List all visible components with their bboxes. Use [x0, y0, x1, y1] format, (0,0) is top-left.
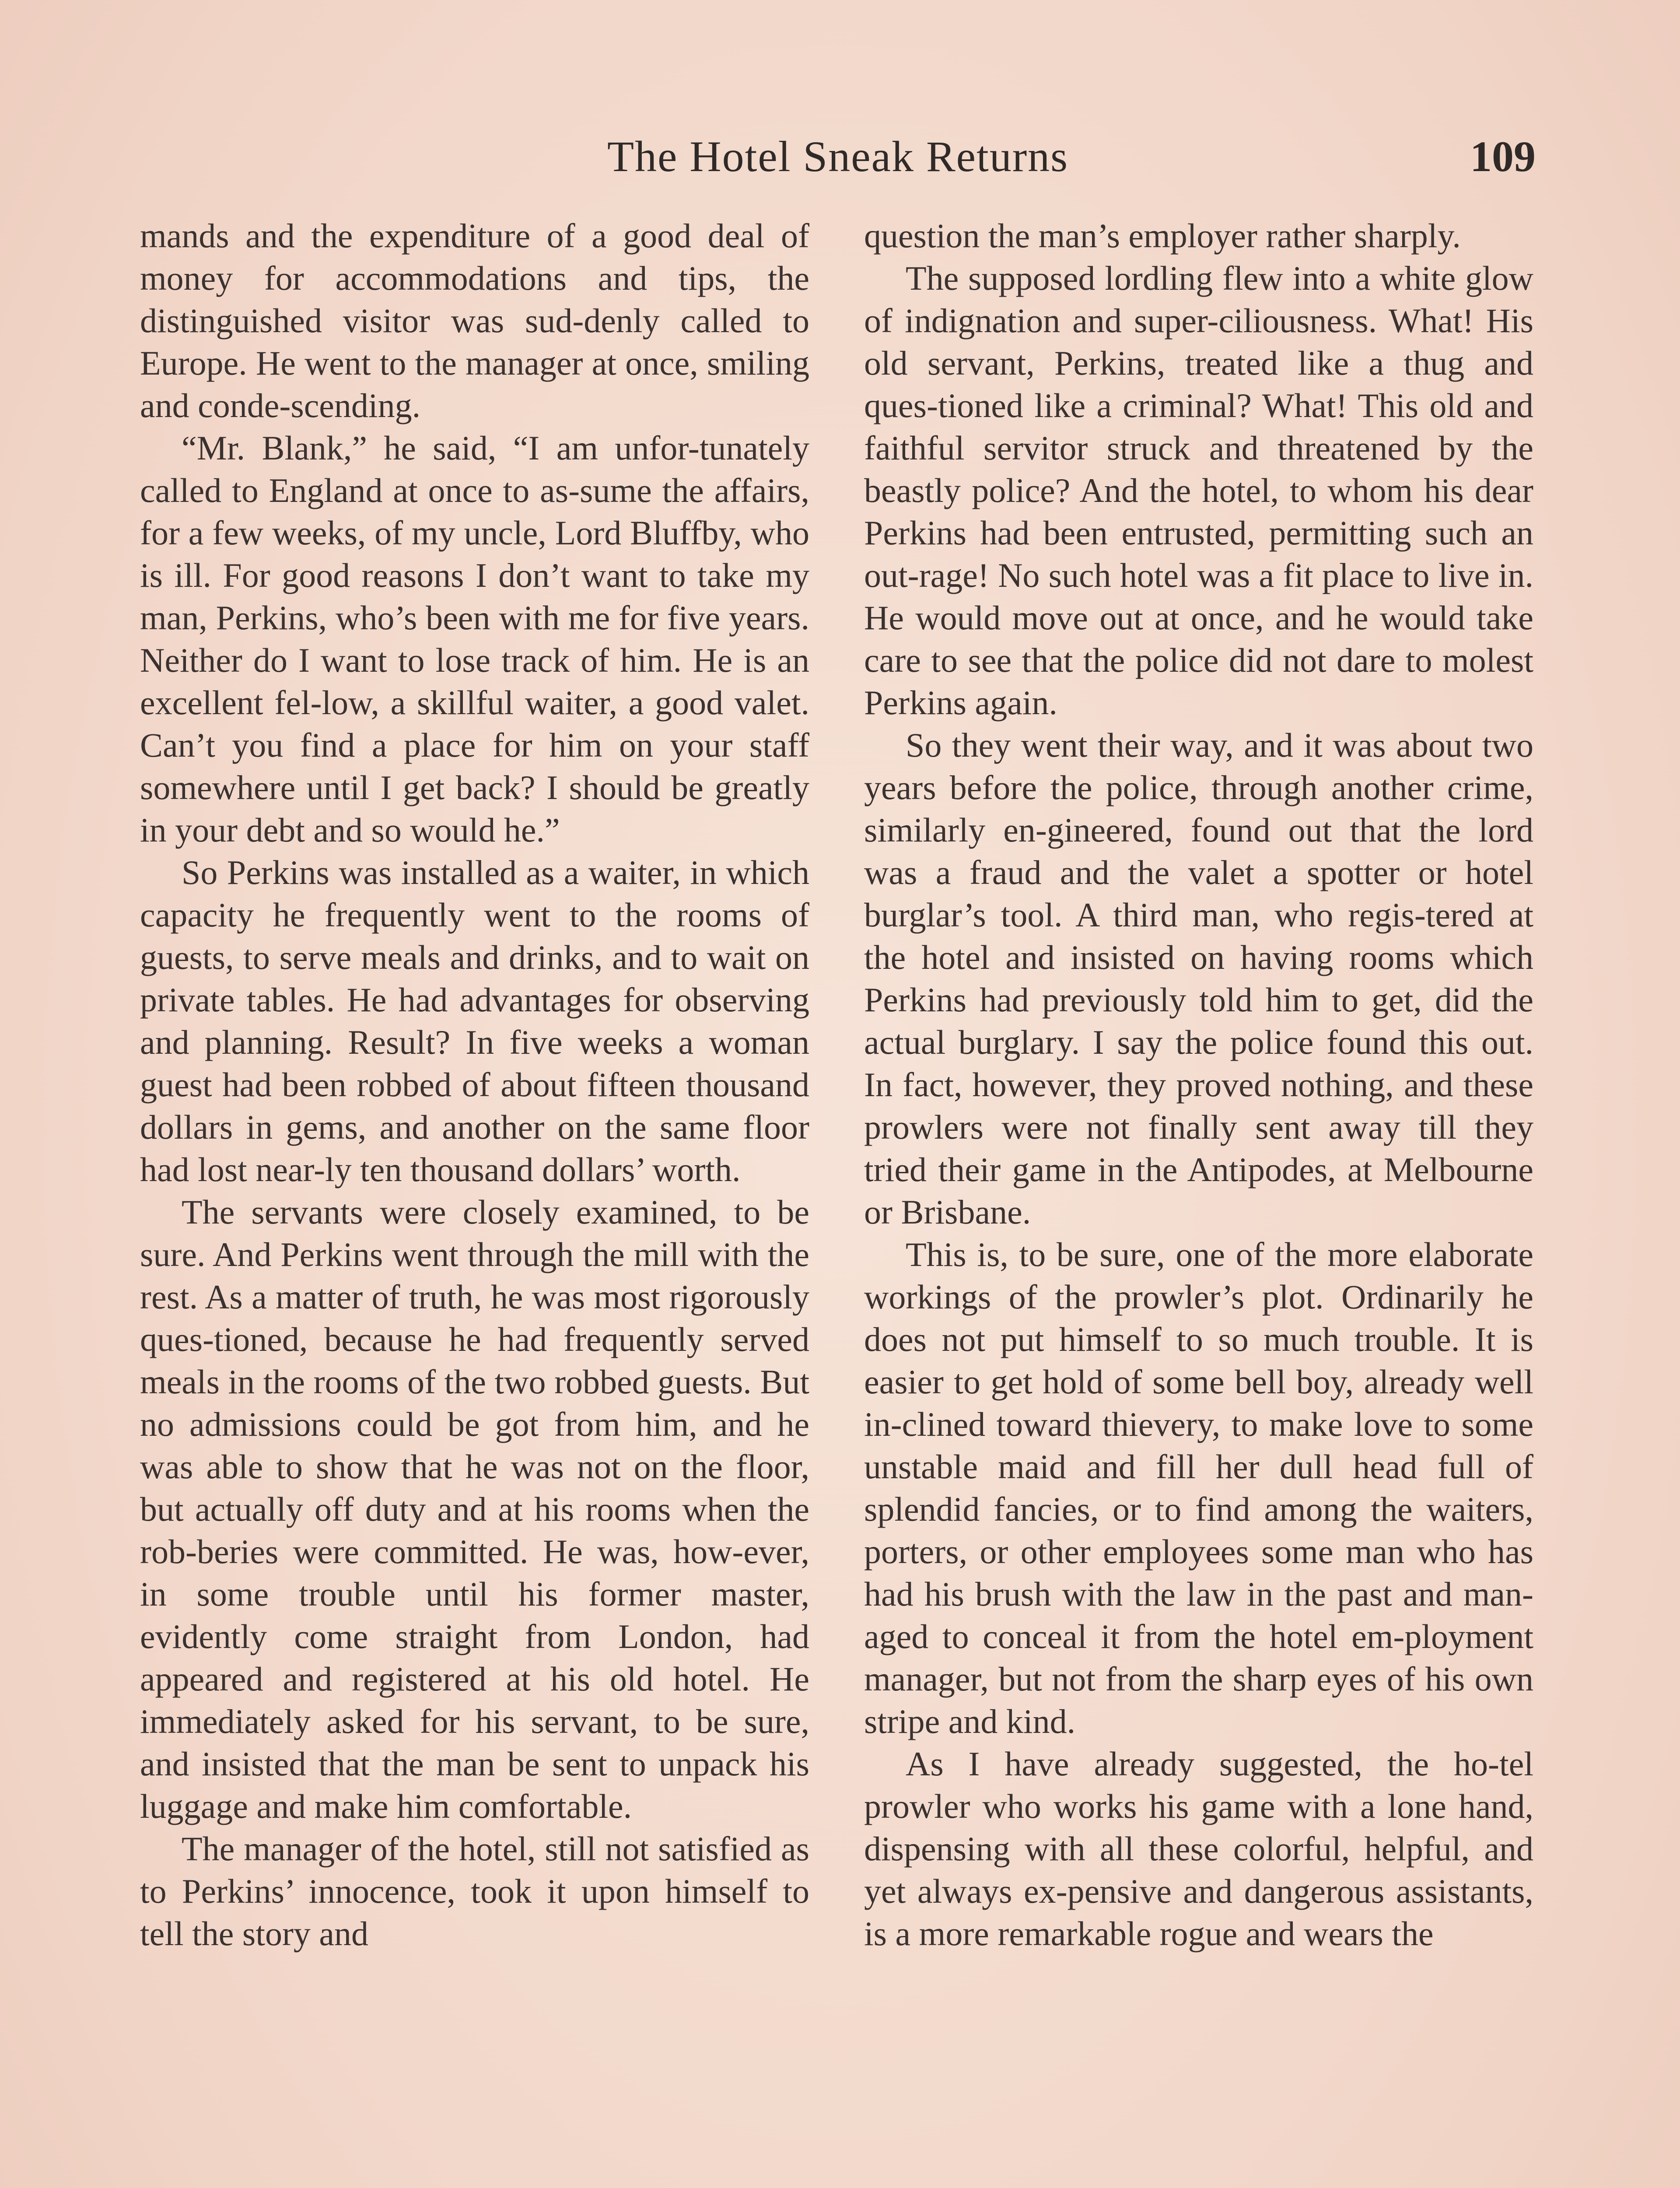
paragraph: This is, to be sure, one of the more elaborate workings of the prowler’s plot. Ordinarily he does not put himself to so much trouble. It is easier to get hold of some bell boy, already well in-clined toward thievery, to make love to some unstable maid and fill her dull head full of splendid fancies, or to find among the waiters, porters, or other employees some man who has had his brush with the law in the past and man-aged to conceal it from the hotel em-ployment manager, but not from the sharp eyes of his own stripe and kind.	[864, 1235, 1533, 1740]
chapter-title: The Hotel Sneak Returns	[607, 132, 1069, 181]
paragraph: question the man’s employer rather sharply.	[864, 217, 1461, 255]
running-header	[140, 131, 1536, 188]
page-number: 109	[1470, 132, 1536, 181]
paragraph: So they went their way, and it was about two years before the police, through another crime, similarly en-gineered, found out that the lord was a fraud and the valet a spotter or hotel burglar’s tool. A third man, who regis-tered at the hotel and insisted on having rooms which Perkins had previously told him to get, did the actual burglary. I say the police found this out. In fact, however, they proved nothing, and these prowlers were not finally sent away till they tried their game in the Antipodes, at Melbourne or Brisbane.	[864, 726, 1533, 1231]
paragraph: So Perkins was installed as a waiter, in which capacity he frequently went to the rooms of guests, to serve meals and drinks, and to wait on private tables. He had advantages for observing and planning. Result? In five weeks a woman guest had been robbed of about fifteen thousand dollars in gems, and another on the same floor had lost near-ly ten thousand dollars’ worth.	[140, 853, 809, 1189]
paragraph: “Mr. Blank,” he said, “I am unfor-tunately called to England at once to as-sume the affairs, for a few weeks, of my uncle, Lord Bluffby, who is ill. For good reasons I don’t want to take my man, Perkins, who’s been with me for five years. Neither do I want to lose track of him. He is an excellent fel-low, a skillful waiter, a good valet. Can’t you find a place for him on your staff somewhere until I get back? I should be greatly in your debt and so would he.”	[140, 429, 809, 849]
right-text-column	[864, 214, 1533, 1955]
paragraph: The manager of the hotel, still not satisfied as to Perkins’ innocence, took it upon himself to tell the story and	[140, 1830, 809, 1953]
paragraph: As I have already suggested, the ho-tel prowler who works his game with a lone hand, dispensing with all these colorful, helpful, and yet always ex-pensive and dangerous assistants, is a more remarkable rogue and wears the	[864, 1745, 1533, 1953]
paragraph: The servants were closely examined, to be sure. And Perkins went through the mill with the rest. As a matter of truth, he was most rigorously ques-tioned, because he had frequently served meals in the rooms of the two robbed guests. But no admissions could be got from him, and he was able to show that he was not on the floor, but actually off duty and at his rooms when the rob-beries were committed. He was, how-ever, in some trouble until his former master, evidently come straight from London, had appeared and registered at his old hotel. He immediately asked for his servant, to be sure, and insisted that the man be sent to unpack his luggage and make him comfortable.	[140, 1193, 809, 1825]
left-text-column	[140, 214, 809, 1955]
paragraph: mands and the expenditure of a good deal of money for accommodations and tips, the distinguished visitor was sud-denly called to Europe. He went to the manager at once, smiling and conde-scending.	[140, 217, 809, 424]
paragraph: The supposed lordling flew into a white glow of indignation and super-ciliousness. What! His old servant, Perkins, treated like a thug and ques-tioned like a criminal? What! This old and faithful servitor struck and threatened by the beastly police? And the hotel, to whom his dear Perkins had been entrusted, permitting such an out-rage! No such hotel was a fit place to live in. He would move out at once, and he would take care to see that the police did not dare to molest Perkins again.	[864, 259, 1533, 722]
